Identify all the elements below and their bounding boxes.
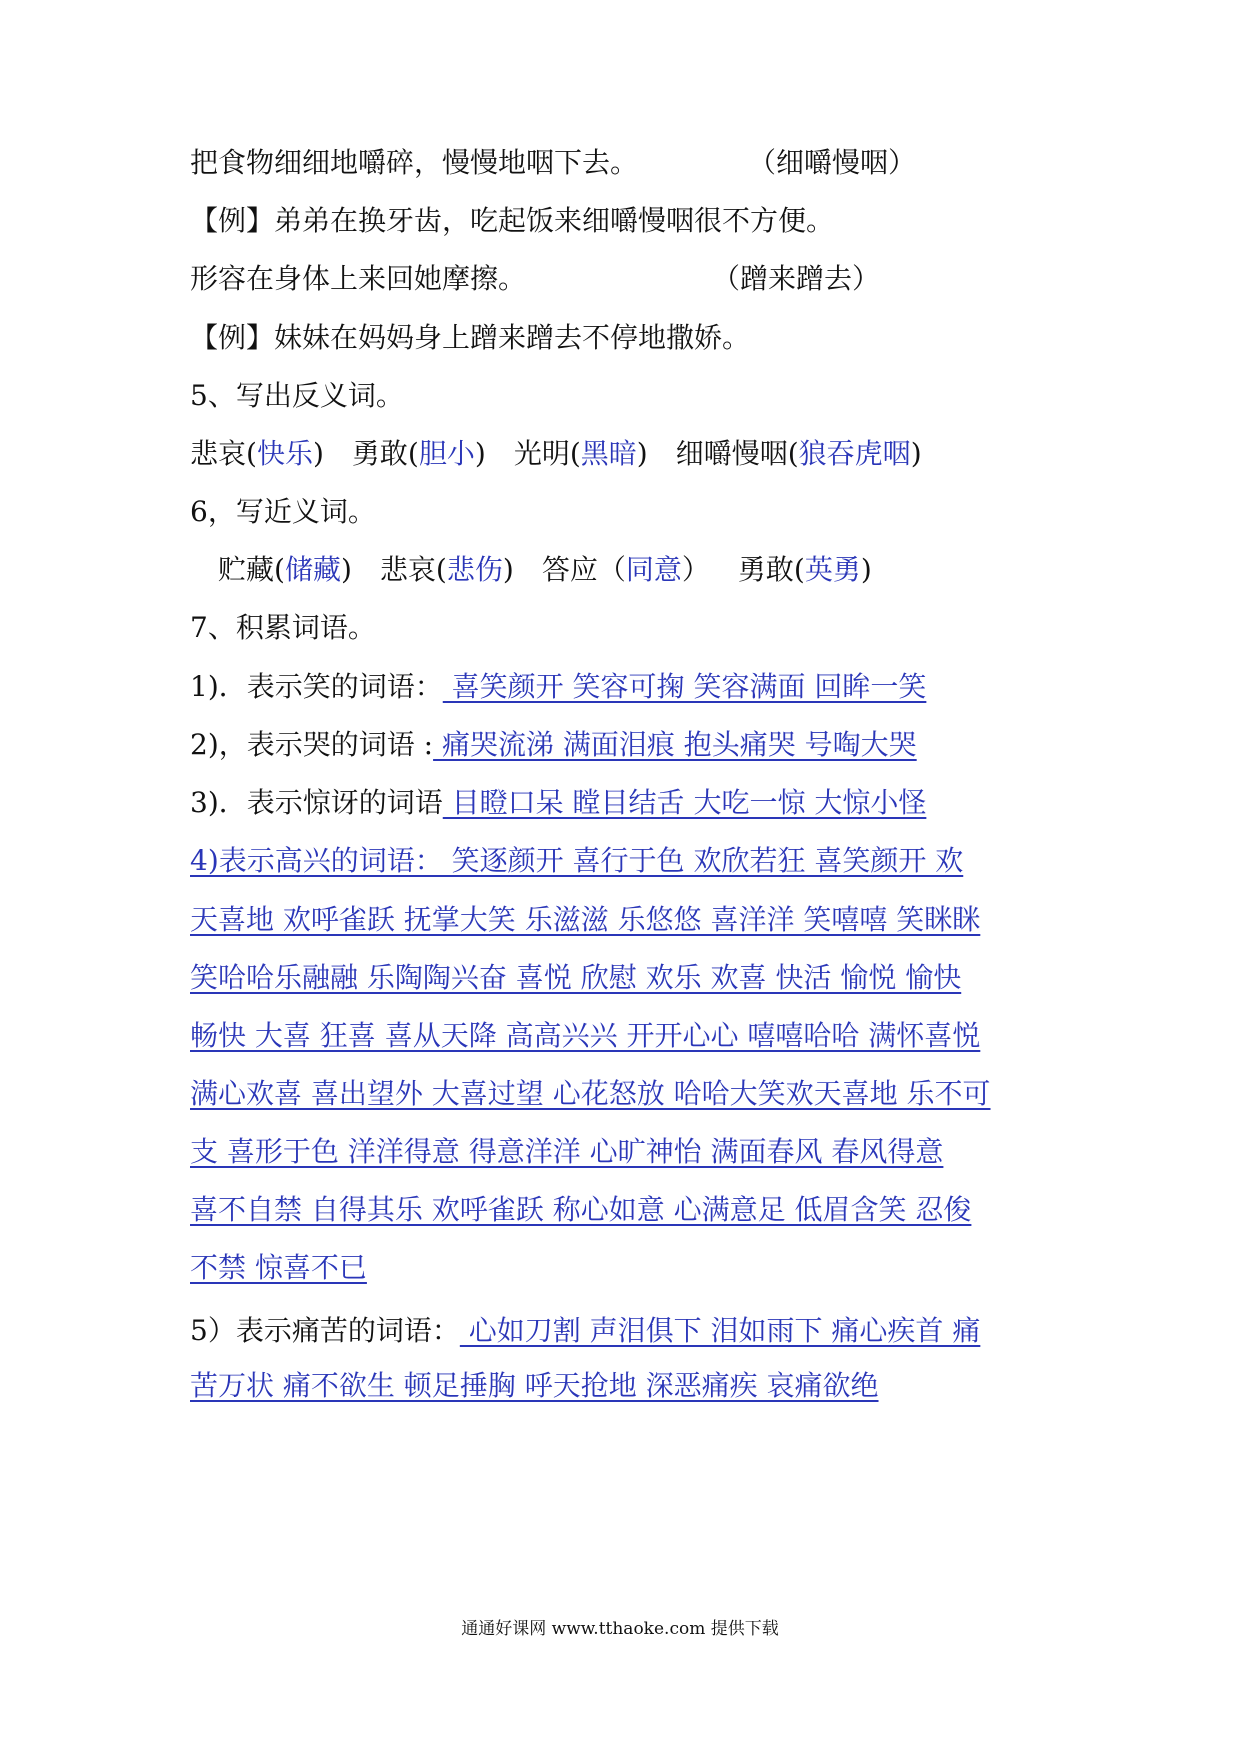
vocab-happy-line: 支 喜形于色 洋洋得意 得意洋洋 心旷神怡 满面春风 春风得意 (190, 1135, 944, 1168)
section-5-title: 5、写出反义词。 (190, 379, 404, 412)
example-line-1: 【例】弟弟在换牙齿，吃起饭来细嚼慢咽很不方便。 (190, 204, 835, 237)
vocab-happy-line: 喜不自禁 自得其乐 欢呼雀跃 称心如意 心满意足 低眉含笑 忍俊 (190, 1193, 972, 1226)
vocab-label: 5）表示痛苦的词语： (190, 1314, 460, 1347)
vocab-label: 1)．表示笑的词语： (190, 670, 443, 703)
idiom-term: （蹭来蹭去） (712, 262, 881, 295)
antonym-item: 悲哀(快乐) (190, 437, 324, 470)
vocab-smile-line (190, 667, 926, 707)
vocab-pain-line (190, 1311, 980, 1351)
vocab-happy-line: 满心欢喜 喜出望外 大喜过望 心花怒放 哈哈大笑欢天喜地 乐不可 (190, 1077, 991, 1110)
antonym-answer: 狼吞虎咽 (798, 437, 911, 470)
vocab-happy-line: 天喜地 欢呼雀跃 抚掌大笑 乐滋滋 乐悠悠 喜洋洋 笑嘻嘻 笑眯眯 (190, 903, 981, 936)
section-7-title: 7、积累词语。 (190, 611, 376, 644)
synonym-answer: 同意 (625, 553, 682, 586)
vocab-pain-line: 苦万状 痛不欲生 顿足捶胸 呼天抢地 深恶痛疾 哀痛欲绝 (190, 1369, 879, 1402)
example-line-2: 【例】妹妹在妈妈身上蹭来蹭去不停地撒娇。 (190, 321, 751, 354)
synonym-item: 答应（同意） (541, 553, 710, 586)
definition-text: 形容在身体上来回她摩擦。 (190, 262, 527, 295)
vocab-cry-line (190, 725, 917, 765)
antonym-item: 细嚼慢咽(狼吞虎咽) (675, 437, 922, 470)
section-6-title: 6，写近义词。 (190, 495, 376, 528)
vocab-happy-line: 笑哈哈乐融融 乐陶陶兴奋 喜悦 欣慰 欢乐 欢喜 快活 愉悦 愉快 (190, 961, 962, 994)
synonym-item: 悲哀(悲伤) (379, 553, 514, 586)
vocab-label: 3)．表示惊讶的词语 (190, 786, 443, 819)
antonym-answer: 黑暗 (580, 437, 637, 470)
vocab-words: 心如刀割 声泪俱下 泪如雨下 痛心疾首 痛 (459, 1314, 981, 1347)
antonym-item: 光明(黑暗) (513, 437, 648, 470)
synonym-item: 贮藏(储藏) (218, 553, 352, 586)
vocab-happy-line: 不禁 惊喜不已 (190, 1251, 367, 1284)
vocab-surprise-line (190, 783, 926, 823)
antonym-answer: 快乐 (256, 437, 313, 470)
definition-text: 把食物细细地嚼碎，慢慢地咽下去。 (190, 146, 639, 179)
vocab-words: 目瞪口呆 瞠目结舌 大吃一惊 大惊小怪 (442, 786, 927, 819)
vocab-happy-line: 畅快 大喜 狂喜 喜从天降 高高兴兴 开开心心 嘻嘻哈哈 满怀喜悦 (190, 1019, 981, 1052)
synonym-line (218, 550, 872, 590)
antonym-item: 勇敢(胆小) (351, 437, 486, 470)
synonym-answer: 英勇 (804, 553, 861, 586)
page-footer: 通通好课网 www.tthaoke.com 提供下载 (461, 1619, 779, 1639)
synonym-answer: 储藏 (284, 553, 341, 586)
vocab-label: 2)，表示哭的词语 : (190, 728, 434, 761)
vocab-words: 痛哭流涕 满面泪痕 抱头痛哭 号啕大哭 (433, 728, 917, 761)
synonym-answer: 悲伤 (446, 553, 503, 586)
antonym-answer: 胆小 (418, 437, 475, 470)
vocab-words: 喜笑颜开 笑容可掬 笑容满面 回眸一笑 (442, 670, 927, 703)
definition-line-2 (190, 259, 880, 299)
idiom-term: （细嚼慢咽） (748, 146, 917, 179)
vocab-happy-line: 4)表示高兴的词语： 笑逐颜开 喜行于色 欢欣若狂 喜笑颜开 欢 (190, 844, 964, 877)
synonym-item: 勇敢(英勇) (737, 553, 872, 586)
definition-line-1 (190, 143, 916, 183)
antonym-line (190, 434, 922, 474)
